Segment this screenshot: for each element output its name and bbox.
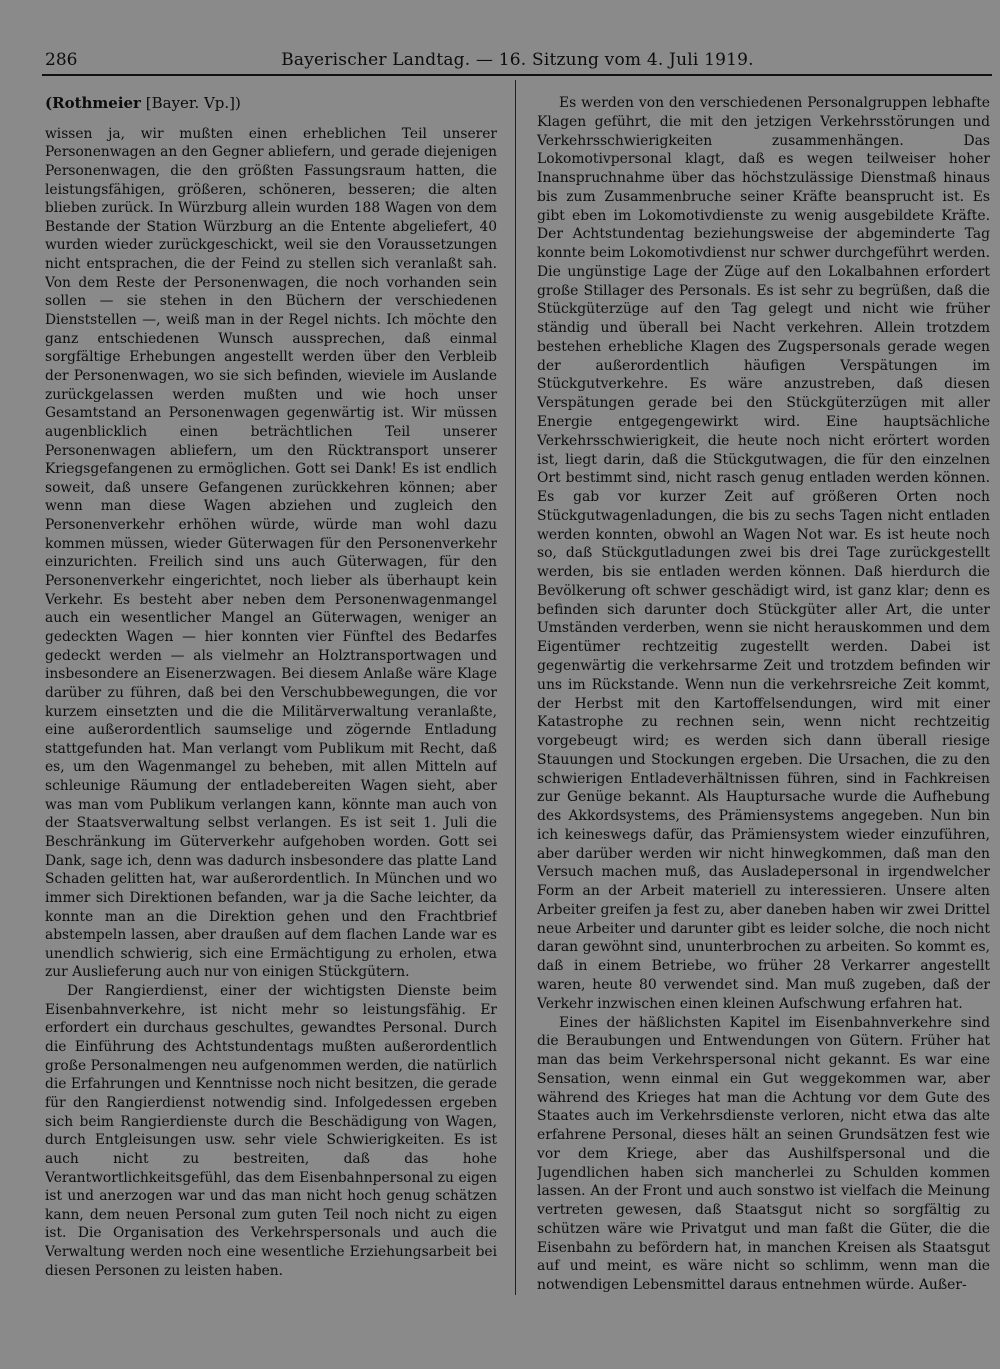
left-column [45, 94, 497, 1304]
running-head: Bayerischer Landtag. — 16. Sitzung vom 4. Juli 1919. [281, 50, 754, 70]
speaker-line [45, 94, 497, 113]
speaker-party: [Bayer. Vp.]) [145, 94, 241, 112]
paragraph: wissen ja, wir mußten einen erheblichen Teil unserer Personenwagen an den Gegner abliefern, und gerade diejenigen Personenwagen, die den größten Fassungsraum hatten, die leistungsfähigen, größeren, schöneren, besseren; die alten blieben zurück. In Würzburg allein wurden 188 Wagen von dem Bestande der Station Würzburg an die Entente abgeliefert, 40 wurden wieder zurückgeschickt, weil sie den Voraussetzungen nicht entsprachen, die der Feind zu stellen sich veranlaßt sah. Von dem Reste der Personenwagen, die noch vorhanden sein sollen — sie stehen in den Büchern der verschiedenen Dienststellen —, weiß man in der Regel nichts. Ich möchte den ganz entschiedenen Wunsch aussprechen, daß einmal sorgfältige Erhebungen angestellt werden über den Verbleib der Personenwagen, wo sie sich befinden, wieviele im Auslande zurückgelassen werden mußten und wie hoch unser Gesamtstand an Personenwagen gegenwärtig ist. Wir müssen augenblicklich einen beträchtlichen Teil unserer Personenwagen abliefern, um den Rücktransport unserer Kriegsgefangenen zu ermöglichen. Gott sei Dank! Es ist endlich soweit, daß unsere Gefangenen zurückkehren können; aber wenn man diese Wagen abziehen und zugleich den Personenverkehr erhöhen würde, würde man wohl dazu kommen müssen, wieder Güterwagen für den Personenverkehr einzurichten. Freilich sind uns auch Güterwagen, für den Personenverkehr eingerichtet, noch lieber als überhaupt kein Verkehr. Es besteht aber neben dem Personenwagenmangel auch ein wesentlicher Mangel an Güterwagen, weniger an gedeckten Wagen — hier konnten vier Fünftel des Bedarfes gedeckt werden — als vielmehr an Holztransportwagen und insbesondere an Eisenerzwagen. Bei diesem Anlaße wäre Klage darüber zu führen, daß bei den Verschubbewegungen, die vor kurzem einsetzten und die die Militärverwaltung veranlaßte, eine außerordentlich saumselige und zögernde Entladung stattgefunden hat. Man verlangt vom Publikum mit Recht, daß es, um den Wagenmangel zu beheben, mit allen Mitteln auf schleunige Räumung der entladebereiten Wagen sieht, aber was man vom Publikum verlangen kann, könnte man auch von der Staatsverwaltung selbst verlangen. Es ist seit 1. Juli die Beschränkung im Güterverkehr aufgehoben worden. Gott sei Dank, sage ich, denn was dadurch insbesondere das platte Land Schaden gelitten hat, war außerordentlich. In München und wo immer sich Direktionen befanden, war ja die Sache leichter, da konnte man an die Direktion gehen und den Frachtbrief abstempeln lassen, aber draußen auf dem flachen Lande war es unendlich schwierig, sich eine Ermächtigung zu erholen, etwa zur Auslieferung auch nur von einigen Stückgütern. [45, 125, 497, 981]
page-number: 286 [45, 50, 78, 70]
paragraph: Der Rangierdienst, einer der wichtigsten Dienste beim Eisenbahnverkehre, ist nicht mehr so leistungsfähig. Er erfordert ein durchaus geschultes, gewandtes Personal. Durch die Einführung des Achtstundentags mußten außerordentlich große Personalmengen neu aufgenommen werden, die natürlich die Erfahrungen und Kenntnisse noch nicht besitzen, die gerade für den Rangierdienst notwendig sind. Infolgedessen ergeben sich beim Rangierdienste durch die Beschädigung von Wagen, durch Entgleisungen usw. sehr viele Schwierigkeiten. Es ist auch nicht zu bestreiten, daß das hohe Verantwortlichkeitsgefühl, das dem Eisenbahnpersonal zu eigen ist und anerzogen war und das man nicht hoch genug schätzen kann, dem neuen Personal zum guten Teil noch nicht zu eigen ist. Die Organisation des Verkehrspersonals und auch die Verwaltung werden noch eine wesentliche Erziehungsarbeit bei diesen Personen zu leisten haben. [45, 983, 497, 1279]
page-header [45, 50, 990, 72]
paragraph: Eines der häßlichsten Kapitel im Eisenbahnverkehre sind die Beraubungen und Entwendungen von Gütern. Früher hat man das beim Verkehrspersonal nicht gekannt. Es war eine Sensation, wenn einmal ein Gut weggekommen war, aber während des Krieges hat man die Achtung vor dem Gute des Staates auch im Verkehrsdienste verloren, nicht etwa das alte erfahrene Personal, dieses hält an seinen Grundsätzen fest wie vor dem Kriege, aber das Aushilfspersonal und die Jugendlichen haben sich mancherlei zu Schulden kommen lassen. An der Front und auch sonstwo ist vielfach die Meinung vertreten gewesen, daß Staatsgut nicht so sorgfältig zu schützen wäre wie Privatgut und man faßt die Güter, die die Eisenbahn zu befördern hat, in manchen Kreisen als Staatsgut auf und meint, es wäre nicht so schlimm, wenn man die notwendigen Lebensmittel daraus entnehmen würde. Außer- [537, 1014, 990, 1294]
paragraph: Es werden von den verschiedenen Personalgruppen lebhafte Klagen geführt, die mit den jetzigen Verkehrsstörungen und Verkehrsschwierigkeiten zusammenhängen. Das Lokomotivpersonal klagt, daß es wegen teilweiser hoher Inanspruchnahme über das höchstzulässige Dienstmaß hinaus bis zum Zusammenbruche seiner Kräfte beansprucht ist. Es gibt eben im Lokomotivdienste zu wenig ausgebildete Kräfte. Der Achtstundentag beziehungsweise der abgeminderte Tag konnte beim Lokomotivdienst nur schwer durchgeführt werden. Die ungünstige Lage der Züge auf den Lokalbahnen erfordert große Stillager des Personals. Es ist sehr zu begrüßen, daß die Stückgüterzüge auf den Tag gelegt und nicht wie früher ständig und überall bei Nacht verkehren. Allein trotzdem bestehen erhebliche Klagen des Zugspersonals gerade wegen der außerordentlich häufigen Verspätungen im Stückgutverkehre. Es wäre anzustreben, daß diesen Verspätungen gerade bei den Stückgüterzügen mit aller Energie entgegengewirkt wird. Eine hauptsächliche Verkehrsschwierigkeit, die heute noch nicht erörtert worden ist, liegt darin, daß die Stückgutwagen, die für den einzelnen Ort bestimmt sind, nicht rasch genug entladen werden können. Es gab vor kurzer Zeit auf größeren Orten noch Stückgutwagenladungen, die bis zu sechs Tagen nicht entladen werden konnten, obwohl an Wagen Not war. Es ist heute noch so, daß Stückgutladungen zwei bis drei Tage zurückgestellt werden, bis sie entladen werden können. Daß hierdurch die Bevölkerung oft schwer geschädigt wird, ist ganz klar; denn es befinden sich darunter doch Stückgüter aller Art, die unter Umständen verderben, wenn sie nicht herauskommen und dem Eigentümer rechtzeitig zugestellt werden. Dabei ist gegenwärtig die verkehrsarme Zeit und trotzdem befinden wir uns im Rückstande. Wenn nun die verkehrsreiche Zeit kommt, der Herbst mit den Kartoffelsendungen, wird mit einer Katastrophe zu rechnen sein, wenn nicht rechtzeitig vorgebeugt wird; es werden sich dann überall riesige Stauungen und Stockungen ergeben. Die Ursachen, die zu den schwierigen Entladeverhältnissen führen, sind in Fachkreisen zur Genüge bekannt. Als Hauptursache wurde die Aufhebung des Akkordsystems, des Prämiensystems angegeben. Nun bin ich keineswegs dafür, das Prämiensystem wieder einzuführen, aber darüber werden wir nicht hinwegkommen, daß man den Versuch machen muß, das Ausladepersonal in irgendwelcher Form an der Arbeit materiell zu interessieren. Unsere alten Arbeiter greifen ja fest zu, aber daneben haben wir zwei Drittel neue Arbeiter und darunter gibt es leider solche, die noch nicht daran gewöhnt sind, ununterbrochen zu arbeiten. So kommt es, daß in einem Betriebe, wo früher 28 Verkarrer angestellt waren, heute 80 verwendet sind. Man muß zugeben, daß der Verkehr inzwischen einen kleinen Aufschwung erfahren hat. [537, 95, 990, 1012]
header-rule [42, 74, 992, 76]
column-divider [515, 80, 516, 1295]
right-column [537, 94, 990, 1304]
speaker-name: (Rothmeier [45, 94, 141, 112]
